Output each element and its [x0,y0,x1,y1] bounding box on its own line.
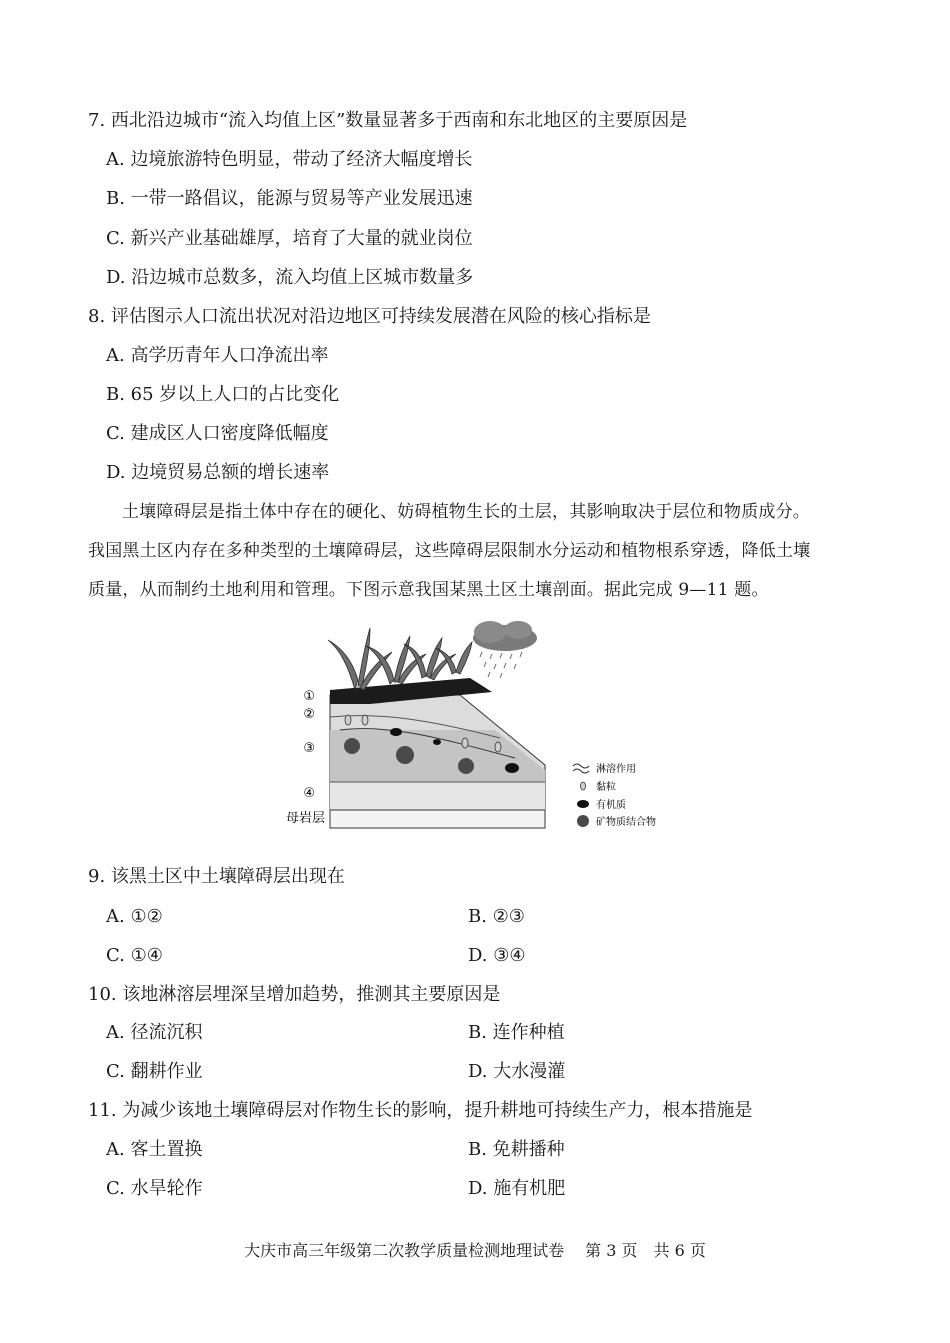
question-7-stem: 7. 西北沿边城市“流入均值上区”数量显著多于西南和东北地区的主要原因是 [88,110,688,131]
question-10-option-b: B. 连作种植 [468,1022,565,1043]
soil-block [330,678,545,828]
question-7-option-c: C. 新兴产业基础雄厚，培育了大量的就业岗位 [106,228,473,249]
passage-line-3: 质量，从而制约土地利用和管理。下图示意我国某黑土区土壤剖面。据此完成 9—11 题。 [88,580,769,600]
question-8-option-a: A. 高学历青年人口净流出率 [106,345,329,366]
question-7-option-a: A. 边境旅游特色明显，带动了经济大幅度增长 [106,149,473,170]
question-11-option-d: D. 施有机肥 [468,1178,566,1199]
question-9-option-b: B. ②③ [468,906,525,927]
question-10-option-c: C. 翻耕作业 [106,1061,203,1082]
legend-leaching: 淋溶作用 [596,764,636,775]
question-8-stem: 8. 评估图示人口流出状况对沿边地区可持续发展潜在风险的核心指标是 [88,306,651,327]
passage-line-1: 土壤障碍层是指土体中存在的硬化、妨碍植物生长的土层，其影响取决于层位和物质成分。 [122,502,810,522]
question-8-option-c: C. 建成区人口密度降低幅度 [106,423,329,444]
clay-legend-icon [581,782,586,790]
layer-label-1: ① [303,689,315,704]
question-8-option-b: B. 65 岁以上人口的占比变化 [106,384,340,405]
question-11-stem: 11. 为减少该地土壤障碍层对作物生长的影响，提升耕地可持续生产力，根本措施是 [88,1100,753,1121]
question-10-stem: 10. 该地淋溶层埋深呈增加趋势，推测其主要原因是 [88,984,501,1005]
question-10-option-a: A. 径流沉积 [106,1022,203,1043]
legend-organic: 有机质 [596,800,626,811]
rain-cloud-icon [473,621,537,678]
layer-label-4: ④ [303,786,315,801]
legend-mineral: 矿物质结合物 [596,817,656,828]
question-11-option-a: A. 客土置换 [106,1139,203,1160]
question-10-option-d: D. 大水漫灌 [468,1061,566,1082]
question-8-option-d: D. 边境贸易总额的增长速率 [106,462,330,483]
question-7-option-b: B. 一带一路倡议，能源与贸易等产业发展迅速 [106,188,473,209]
question-9-option-a: A. ①② [106,906,163,927]
soil-profile-figure [270,620,690,842]
organic-legend-icon [577,800,589,808]
question-9-option-c: C. ①④ [106,945,163,966]
legend-clay: 黏粒 [596,782,616,793]
question-9-stem: 9. 该黑土区中土壤障碍层出现在 [88,866,345,887]
leaching-legend-icon [573,764,589,773]
passage-line-2: 我国黑土区内存在多种类型的土壤障碍层，这些障碍层限制水分运动和植物根系穿透，降低土壤 [88,541,811,561]
question-11-option-c: C. 水旱轮作 [106,1178,203,1199]
legend [573,762,656,828]
question-9-option-d: D. ③④ [468,945,526,966]
layer-label-3: ③ [303,741,315,756]
page-footer: 大庆市高三年级第二次教学质量检测地理试卷 第 3 页 共 6 页 [244,1241,706,1260]
layer-label-2: ② [303,707,315,722]
bedrock-label: 母岩层 [285,811,325,826]
question-11-option-b: B. 免耕播种 [468,1139,565,1160]
mineral-legend-icon [577,815,589,827]
question-7-option-d: D. 沿边城市总数多，流入均值上区城市数量多 [106,267,474,288]
